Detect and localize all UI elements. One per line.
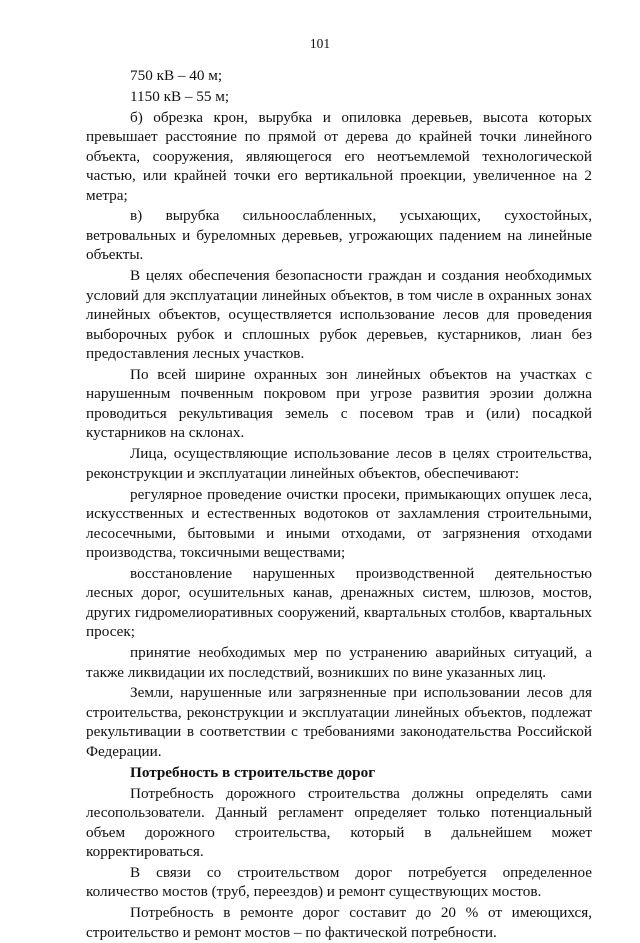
paragraph-road-repair: Потребность в ремонте дорог составит до 20 % от имеющихся, строительство и ремонт мостов – по фактической потребности. [86,904,592,941]
document-body [86,66,592,943]
paragraph-crown-trimming: б) обрезка крон, вырубка и опиловка деревьев, высота которых превышает расстояние по прямой от дерева до крайней точки линейного объекта, сооружения, являющегося его неотъемлемой технологической частью, или крайней точки его вертикальной проекции, увеличенное на 2 метра; [86,108,592,204]
paragraph-disturbed-lands: Земли, нарушенные или загрязненные при использовании лесов для строительства, реконструкции и эксплуатации линейных объектов, подлежат рекультивации в соответствии с требованиями законодательства Российской Федерации. [86,684,592,760]
paragraph-recultivation-zones: По всей ширине охранных зон линейных объектов на участках с нарушенным почвенным покровом при угрозе развития эрозии должна проводиться рекультивация земель с посевом трав и (или) посадкой кустарников на склонах. [86,365,592,442]
paragraph-restoration: восстановление нарушенных производственной деятельностью лесных дорог, осушительных канав, дренажных систем, шлюзов, мостов, других гидромелиоративных сооружений, квартальных столбов, квартальных просек; [86,564,592,641]
paragraph-750kv: 750 кВ – 40 м; [130,67,223,84]
paragraph-safety: В целях обеспечения безопасности граждан и создания необходимых условий для эксплуатации линейных объектов, в том числе в охранных зонах линейных объектов, осуществляется использование лесов для проведения выборочных рубок и сплошных рубок деревьев, кустарников, лиан без предоставления лесных участков. [86,267,592,363]
page-number: 101 [309,36,331,51]
paragraph-road-demand: Потребность дорожного строительства должны определять сами лесопользователи. Данный регламент определяет только потенциальный объем дорожного строительства, который в дальнейшем может корректироваться. [86,784,592,861]
paragraph-emergency: принятие необходимых мер по устранению аварийных ситуаций, а также ликвидации их последствий, возникших по вине указанных лиц. [86,644,592,681]
paragraph-clearing: регулярное проведение очистки просеки, примыкающих опушек леса, искусственных и естественных водотоков от захламления строительными, лесосечными, бытовыми и иными отходами, от загрязнения отходами производства, токсичными веществами; [86,485,592,562]
paragraph-obligations-intro: Лица, осуществляющие использование лесов в целях строительства, реконструкции и эксплуатации линейных объектов, обеспечивают: [86,445,592,482]
section-heading: Потребность в строительстве дорог [130,763,376,781]
paragraph-bridges: В связи со строительством дорог потребуется определенное количество мостов (труб, переездов) и ремонт существующих мостов. [86,863,592,901]
paragraph-1150kv: 1150 кВ – 55 м; [130,87,230,105]
paragraph-weakened-trees: в) вырубка сильноослабленных, усыхающих, сухостойных, ветровальных и буреломных деревьев, угрожающих падением на линейные объекты. [86,207,592,264]
